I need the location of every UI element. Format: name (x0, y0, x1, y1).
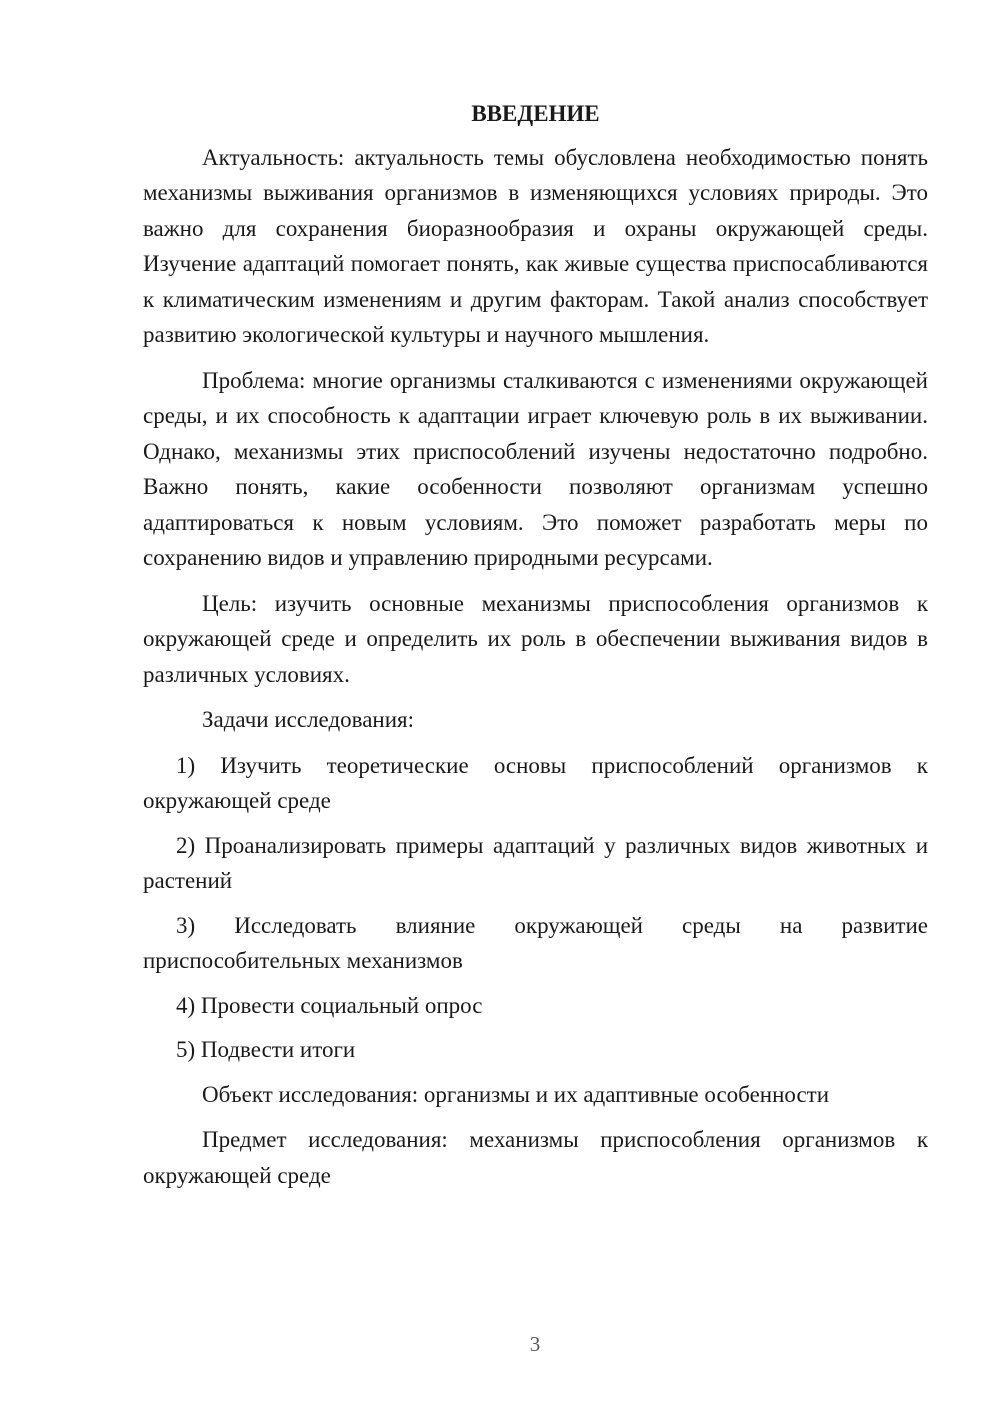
goal-paragraph: Цель: изучить основные механизмы приспособления организмов к окружающей среде и определить их роль в обеспечении выживания видов в различных условиях. (143, 590, 928, 687)
task-item-2: 2) Проанализировать примеры адаптаций у различных видов животных и растений (143, 832, 928, 893)
task-item-5: 5) Подвести итоги (176, 1037, 356, 1062)
tasks-heading: Задачи исследования: (202, 707, 415, 732)
problem-paragraph: Проблема: многие организмы сталкиваются с изменениями окружающей среды, и их способность к адаптации играет ключевую роль в их выживании. Однако, механизмы этих приспособлений изучены недостаточно подробно. Важно понять, какие особенности позволяют организмам успешно адаптироваться к новым условиям. Это поможет разработать меры по сохранению видов и управлению природными ресурсами. (143, 367, 928, 570)
task-item-3: 3) Исследовать влияние окружающей среды на развитие приспособительных механизмов (143, 912, 928, 973)
research-object: Объект исследования: организмы и их адаптивные особенности (202, 1081, 830, 1107)
task-item-1: 1) Изучить теоретические основы приспособлений организмов к окружающей среде (143, 752, 928, 813)
task-item-4: 4) Провести социальный опрос (176, 992, 483, 1018)
section-title: ВВЕДЕНИЕ (471, 101, 600, 126)
research-subject: Предмет исследования: механизмы приспособления организмов к окружающей среде (143, 1127, 928, 1188)
page-number: 3 (529, 1332, 541, 1356)
relevance-paragraph: Актуальность: актуальность темы обусловлена необходимостью понять механизмы выживания организмов в изменяющихся условиях природы. Это важно для сохранения биоразнообразия и охраны окружающей среды. Изучение адаптаций помогает понять, как живые существа приспосабливаются к климатическим изменениям и другим факторам. Такой анализ способствует развитию экологической культуры и научного мышления. (143, 144, 928, 347)
page-content (143, 96, 928, 1203)
